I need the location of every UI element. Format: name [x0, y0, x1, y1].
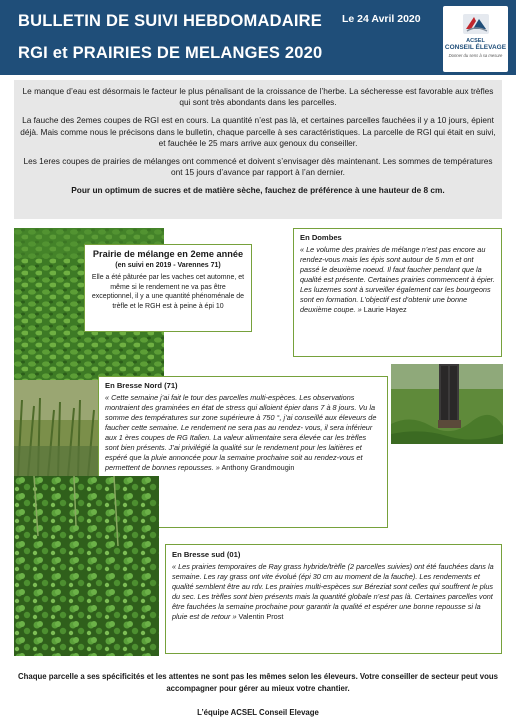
bresse-nord-title: En Bresse Nord (71) [105, 381, 178, 390]
dombes-author: Laurie Hayez [363, 305, 407, 314]
dombes-box [293, 228, 502, 357]
bulletin-title: BULLETIN DE SUIVI HEBDOMADAIRE [18, 12, 322, 30]
logo-tagline: Donner du sens à sa mesure [448, 53, 503, 58]
prairie-box-text: Elle a été pâturée par les vaches cet automne, et même si le rendement ne va pas être exceptionnel, il y a une quantité phénoménale de trèfle et le RGH est à peine à épi 10 [91, 274, 245, 310]
footer-signature: L’équipe ACSEL Conseil Elevage [197, 708, 319, 717]
logo-acsel: ACSEL [466, 38, 485, 44]
photo-graminees-bresse-nord [14, 380, 98, 476]
intro-paragraph-4: Pour un optimum de sucres et de matière sèche, fauchez de préférence à une hauteur de 8 cm. [71, 185, 445, 196]
dombes-quote: « Le volume des prairies de mélange n’est pas encore au rendez-vous mais les épis sont autour de 5 mm et ont passé le deuxième noeud. Il faut faucher pendant que la qualité est présente. Certaines prairies commencent à épier. Les luzernes sont à surveiller également car les bourgeons sont en formation. L’objectif est d’obtenir une bonne deuxième coupe. » [300, 245, 495, 314]
intro-box [14, 80, 502, 219]
dombes-title: En Dombes [300, 233, 342, 242]
photo-conseiller-prairie [391, 364, 503, 444]
acsel-logo-icon [461, 11, 491, 37]
prairie-box-subtitle: (en suivi en 2019 - Varennes 71) [115, 262, 221, 269]
intro-paragraph-1: Le manque d’eau est désormais le facteur le plus pénalisant de la croissance de l’herbe. La sécheresse est favorable aux trèfles qui sont très abondants dans les parcelles. [22, 86, 494, 108]
bresse-sud-title: En Bresse sud (01) [172, 550, 241, 559]
bulletin-subtitle: RGI et PRAIRIES DE MELANGES 2020 [18, 44, 323, 62]
bulletin-date: Le 24 Avril 2020 [342, 13, 421, 25]
bresse-nord-quote: « Cette semaine j’ai fait le tour des parcelles multi-espèces. Les observations montraient des graminées en état de stress qui alloient épier dans 7 à 8 jours. Vu la somme des températures sur zone supérieure à 750 °, j’ai conseillé aux éleveurs de faucher cette semaine. Le rendement ne sera pas au rendez- vous, il sera inférieur aux 1 ères coupes de RG Italien. La valeur alimentaire sera élevée car les trèfles sont bien présents. J’ai privilégié la qualité sur le rendement pour les laitières et espéré que la pluie annoncée pour la semaine prochaine soit au rendez-vous et permettent de bonnes repousses. » [105, 393, 377, 472]
bresse-sud-quote: « Les prairies temporaires de Ray grass hybride/trèfle (2 parcelles suivies) ont été fauchées dans la semaine. Les ray grass ont vite évolué (épi 30 cm au moment de la fauche). Les rendements et qualité semblent être au rdv. Les prairies multi-espèces sur Béreziat sont celles qui souffrent le plus du sec. Les trèfles sont bien présents mais la quantité globale n’est pas là. Certaines parcelles vont être fauchées la semaine prochaine pour garantir la qualité et espérer une bonne repousse si la pluie est de retour » [172, 562, 494, 621]
logo-conseil-elevage: CONSEIL ÉLEVAGE [444, 44, 507, 51]
photo-trefles-bresse-sud [14, 476, 159, 656]
bresse-sud-author: Valentin Prost [238, 612, 284, 621]
intro-paragraph-2: La fauche des 2emes coupes de RGI est en cours. La quantité n’est pas là, et certaines parcelles fauchées il y a 10 jours, épient déjà. Mais comme nous le précisons dans le bulletin, chaque parcelle à ses caractéristiques. La parcelle de RGI qui était en suivi, et fauchée le 25 mars arrive aux genoux du conseiller. [20, 115, 496, 148]
bresse-nord-author: Anthony Grandmougin [221, 463, 295, 472]
acsel-logo [443, 6, 508, 72]
prairie-melange-box [84, 244, 252, 332]
header-banner [0, 0, 516, 75]
bresse-sud-box [165, 544, 502, 654]
intro-paragraph-3: Les 1eres coupes de prairies de mélanges ont commencé et doivent s’envisager dès maintenant. Les sommes de températures ont 15 jours d’avance par rapport à l’an dernier. [23, 156, 493, 178]
footer-text: Chaque parcelle a ses spécificités et les attentes ne sont pas les mêmes selon les éleveurs. Votre conseiller de secteur peut vous accompagner pour gérer au mieux votre chantier. [17, 672, 498, 693]
prairie-box-title: Prairie de mélange en 2eme année [92, 249, 244, 259]
